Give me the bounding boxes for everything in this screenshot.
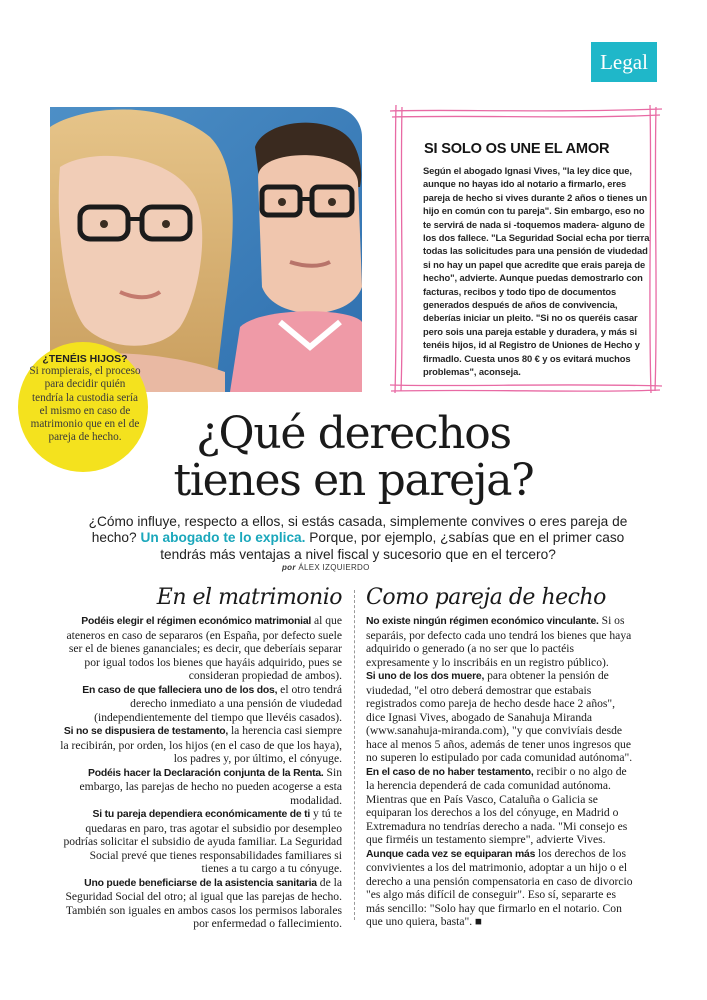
byline-author: ÁLEX IZQUIERDO bbox=[298, 563, 370, 572]
column-divider bbox=[354, 590, 355, 920]
paragraph-text: al que ateneros en caso de separaros (en España, por defecto suele ser el de bienes gananciales; es decir, que deberíais separar por igual todos los bienes que hayáis adquirido, pues se consideran propiedad de ambos). bbox=[66, 614, 342, 682]
paragraph-text: Si os separáis, por defecto cada uno tendrá los bienes que haya adquirido o generado (a no ser que lo pactéis expresamente y lo inscribáis en un registro público). bbox=[366, 614, 632, 669]
lede bbox=[78, 514, 638, 563]
paragraph-lead: Si no se dispusiera de testamento, bbox=[63, 726, 229, 737]
paragraph bbox=[60, 614, 342, 683]
paragraph-text: los derechos de los convivientes a los del matrimonio, adoptar a un hijo o el derecho a una pensión compensatoria en caso de divorcio "es algo más difícil de conseguir". Eso sí, separarte es más sencillo: "Solo hay que firmarlo en el notario. Con que uno quiera, basta". ■ bbox=[366, 846, 633, 928]
paragraph-text: para obtener la pensión de viudedad, "el otro deberá demostrar que estabais registrados como pareja de hecho desde hace 2 años", dice Ignasi Vives, abogado de Sanahuja Miranda (www.sanahuja-miranda.com), "y que convivíais desde hace al menos 5 años, además de tener unos ingresos que no superen lo estipulado por cada comunidad autónoma". bbox=[366, 669, 633, 764]
column-domestic-partnership bbox=[366, 586, 634, 929]
paragraph bbox=[366, 847, 634, 929]
paragraph-text: de la Seguridad Social del otro; al igual que las parejas de hecho. También son iguales en ambos casos los permisos laborales por enfermedad o fallecimiento. bbox=[65, 875, 342, 930]
paragraph bbox=[60, 683, 342, 725]
paragraph bbox=[366, 614, 634, 669]
paragraph-lead: Uno puede beneficiarse de la asistencia sanitaria bbox=[84, 877, 317, 889]
paragraph-lead: Si tu pareja dependiera económicamente de ti bbox=[92, 809, 311, 820]
paragraph-text: y tú te quedaras en paro, tras agotar el subsidio por desempleo podrías solicitar el subsidio de ayuda familiar. La Seguridad Social prevé que tienes responsabilidades familiares si tienes a tu cargo a tu cónyuge. bbox=[63, 807, 342, 875]
paragraph-text: la herencia casi siempre la recibirán, por orden, los hijos (en el caso de que los haya), los padres y, por último, el cónyuge. bbox=[60, 724, 342, 765]
heading-domestic-partnership: Como pareja de hecho bbox=[366, 585, 606, 610]
paragraph bbox=[60, 876, 342, 931]
headline-line-1: ¿Qué derechos bbox=[196, 408, 511, 459]
paragraph-lead: En el caso de no haber testamento, bbox=[366, 766, 534, 778]
paragraph-text: Sin embargo, las parejas de hecho no pueden acogerse a esta modalidad. bbox=[79, 765, 342, 807]
paragraph-text: el otro tendrá derecho inmediato a una pensión de viudedad (independientemente del tiempo que llevéis casados). bbox=[94, 682, 342, 724]
paragraph-text: recibir o no algo de la herencia dependerá de cada comunidad autónoma. Mientras que en País Vasco, Cataluña o Galicia se equiparan los derechos a los del cónyuge, en Madrid o Extremadura no tendrías derecho a nada. "Mi consejo es que firméis un testamento siempre", advierte Vives. bbox=[366, 764, 628, 846]
paragraph-lead: Podéis hacer la Declaración conjunta de la Renta. bbox=[88, 767, 324, 779]
page-title bbox=[0, 410, 707, 504]
paragraph-lead: Aunque cada vez se equiparan más bbox=[366, 848, 536, 860]
paragraph bbox=[60, 766, 342, 808]
paragraph bbox=[366, 765, 634, 847]
paragraph bbox=[60, 724, 342, 766]
paragraph-lead: Podéis elegir el régimen económico matrimonial bbox=[81, 616, 312, 627]
headline-line-2: tienes en pareja? bbox=[173, 455, 534, 506]
lede-part-1: ¿Cómo influye, respecto a ellos, si estás casada, simplemente convives o eres pareja de hecho? bbox=[88, 514, 628, 546]
paragraph bbox=[366, 669, 634, 765]
section-tag: Legal bbox=[591, 42, 657, 82]
byline bbox=[282, 563, 582, 572]
badge-text: Si rompierais, el proceso para decidir quién tendría la custodia sería el mismo en caso de matrimonio que en el de pareja de hecho. bbox=[29, 365, 141, 444]
paragraph bbox=[60, 807, 342, 876]
box-title: SI SOLO OS UNE EL AMOR bbox=[424, 141, 610, 157]
lede-highlight: Un abogado te lo explica. bbox=[140, 530, 306, 546]
column-marriage bbox=[60, 586, 342, 931]
lede-part-2: Porque, por ejemplo, ¿sabías que en el primer caso tendrás más ventajas a nivel fiscal y sucesorio que en el tercero? bbox=[160, 530, 625, 562]
byline-prefix: por bbox=[282, 563, 296, 572]
heading-marriage: En el matrimonio bbox=[156, 585, 342, 610]
box-text: Según el abogado Ignasi Vives, "la ley dice que, aunque no hayas ido al notario a firmarlo, eres pareja de hecho si vives durante 2 años o tienes un hijo en común con tu pareja". Sin embargo, eso no te servirá de nada si -toquemos madera- alguno de los dos fallece. "La Seguridad Social echa por tierra todas las solicitudes para una pensión de viudedad si no hay un papel que acredite que erais pareja de hecho", advierte. Aunque puedas demostrarlo con facturas, recibos y todo tipo de documentos generados después de años de convivencia, deberías iniciar un pleito. "Si no os queréis casar pero sois una pareja estable y duradera, y más si tenéis hijos, id al Registro de Uniones de Hecho y firmadlo. Cuesta unos 80 € y os evitará muchos problemas", aconseja. bbox=[423, 165, 650, 378]
paragraph-lead: En caso de que falleciera uno de los dos, bbox=[82, 684, 278, 696]
paragraph-lead: No existe ningún régimen económico vinculante. bbox=[366, 616, 599, 627]
paragraph-lead: Si uno de los dos muere, bbox=[366, 671, 485, 682]
badge-title: ¿TENÉIS HIJOS? bbox=[42, 353, 128, 365]
